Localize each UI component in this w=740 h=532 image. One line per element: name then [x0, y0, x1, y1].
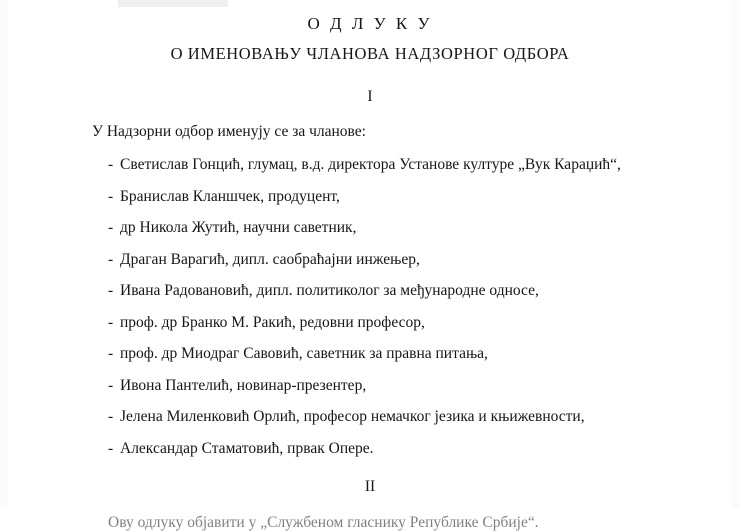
intro-paragraph: У Надзорни одбор именују се за чланове:	[92, 123, 366, 140]
section-number-two: II	[364, 478, 376, 495]
bullet-dash: -	[108, 345, 114, 362]
list-item	[108, 220, 740, 236]
bullet-dash: -	[108, 219, 114, 236]
list-item	[108, 283, 740, 299]
bullet-dash: -	[108, 187, 114, 205]
list-item	[108, 441, 740, 457]
bullet-dash: -	[108, 282, 114, 299]
member-name: проф. др Миодраг Савовић, саветник за правна питања,	[120, 345, 488, 362]
list-item	[108, 409, 740, 425]
member-name: др Никола Жутић, научни саветник,	[120, 219, 357, 236]
member-name: Светислав Гонцић, глумац, в.д. директора Установе културе „Вук Караџић“,	[120, 156, 621, 173]
section-number-one: I	[367, 88, 373, 105]
member-name: Драган Варагић, дипл. саобраћајни инжењер,	[120, 250, 420, 268]
bullet-dash: -	[108, 250, 114, 268]
bullet-dash: -	[108, 156, 114, 173]
list-item	[108, 315, 740, 331]
member-name: Ивана Радовановић, дипл. политиколог за међународне односе,	[120, 282, 539, 299]
member-name: Александар Стаматовић, првак Опере.	[120, 439, 374, 457]
truncated-paragraph: Ову одлуку објавити у „Службеном гласнику Републике Србије“.	[108, 514, 539, 531]
bullet-dash: -	[108, 376, 114, 394]
bullet-dash: -	[108, 408, 114, 425]
list-item	[108, 189, 740, 205]
document-subtitle: О ИМЕНОВАЊУ ЧЛАНОВА НАДЗОРНОГ ОДБОРА	[170, 44, 570, 63]
list-item	[108, 157, 740, 173]
member-name: Ивона Пантелић, новинар-презентер,	[120, 376, 367, 394]
member-name: Јелена Миленковић Орлић, професор немачког језика и књижевности,	[120, 408, 585, 425]
list-item	[108, 378, 740, 394]
members-list	[0, 157, 740, 456]
member-name: проф. др Бранко М. Ракић, редовни професор,	[120, 313, 425, 331]
document-title: О Д Л У К У	[307, 14, 433, 33]
bullet-dash: -	[108, 313, 114, 331]
list-item	[108, 252, 740, 268]
member-name: Бранислав Кланшчек, продуцент,	[120, 187, 340, 205]
bullet-dash: -	[108, 439, 114, 457]
list-item	[108, 346, 740, 362]
